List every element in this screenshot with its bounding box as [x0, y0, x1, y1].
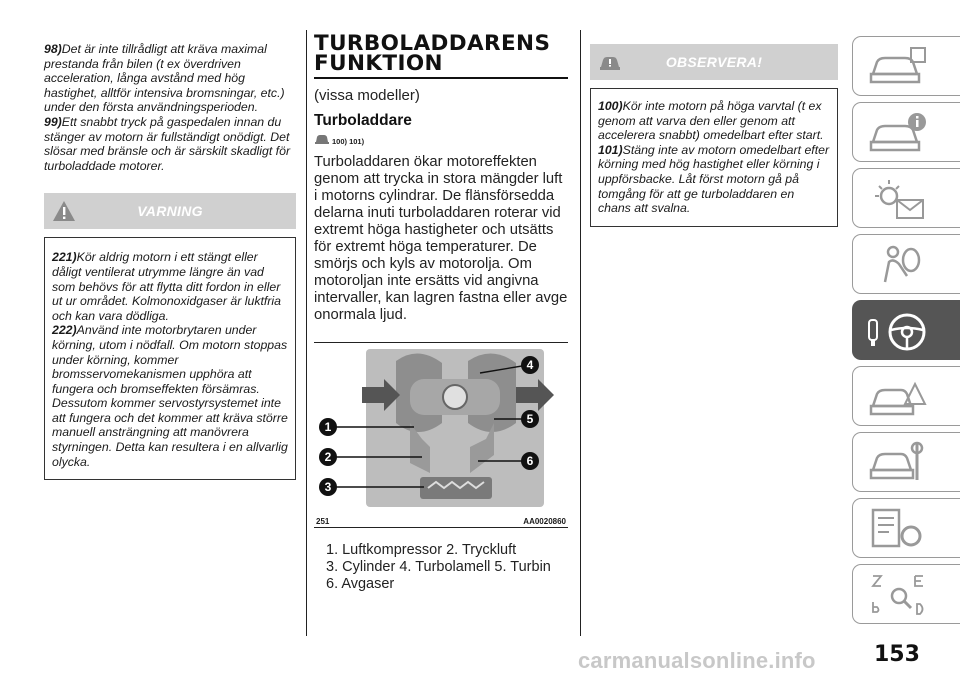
callout-5: 5	[526, 412, 534, 426]
title-rule	[314, 77, 568, 79]
observe-title: OBSERVERA!	[665, 54, 763, 70]
specs-gear-icon	[867, 506, 929, 552]
note-99: 99)Ett snabbt tryck på gaspedalen innan du stänger av motorn är fullständigt onödigt. Det slösar med bränsle och är särskilt skadligt för turboladdade motorer.	[44, 114, 291, 173]
observe-box	[590, 44, 838, 227]
subtitle: (vissa modeller)	[314, 87, 420, 104]
observe-header	[590, 44, 838, 80]
car-dashboard-icon	[867, 44, 929, 90]
warning-triangle-icon	[52, 199, 76, 223]
subheading: Turboladdare	[314, 112, 412, 129]
notes-block	[44, 42, 296, 173]
tab-dashboard[interactable]	[852, 36, 960, 96]
tab-specifications[interactable]	[852, 498, 960, 558]
index-letters-icon	[867, 572, 929, 618]
tab-index[interactable]	[852, 564, 960, 624]
figure-bottom-rule	[314, 527, 568, 528]
wrench-car-icon	[867, 440, 929, 486]
figure-code: AA0020860	[523, 517, 566, 526]
figure-legend	[314, 542, 568, 593]
callout-2: 2	[324, 450, 332, 464]
figure-number: 251	[316, 517, 330, 526]
section-title: TURBOLADDARENS FUNKTION	[314, 31, 551, 76]
legend-line-3: 6. Avgaser	[326, 576, 395, 592]
column-divider-1	[306, 30, 307, 636]
car-warning-icon	[598, 50, 622, 74]
figure-block	[314, 342, 568, 528]
observe-item-100: 100)Kör inte motorn på höga varvtal (t ex genom att varva den eller genom att accelerera snabbt) omedelbart efter start.	[598, 99, 824, 143]
steering-wheel-icon	[867, 308, 929, 354]
right-column	[590, 0, 838, 227]
callout-1: 1	[324, 420, 332, 434]
column-divider-2	[580, 30, 581, 636]
watermark: carmanualsonline.info	[578, 648, 816, 673]
middle-column	[314, 0, 568, 593]
figure-caption	[314, 517, 568, 526]
refs-row	[314, 132, 568, 146]
warning-box	[44, 193, 296, 480]
airbag-icon	[867, 242, 929, 288]
tab-info[interactable]	[852, 102, 960, 162]
reference-numbers: 100) 101)	[332, 137, 365, 146]
observe-item-101: 101)Stäng inte av motorn omedelbart efter körning med hög hastighet eller körning i uppförsbacke. Låt först motorn gå på tomgång för att ge turboladdaren en chans att svalna.	[598, 142, 830, 216]
turbo-diagram	[318, 343, 564, 515]
legend-line-1: 1. Luftkompressor 2. Tryckluft	[326, 542, 517, 558]
emergency-icon	[867, 374, 929, 420]
warning-light-icon	[867, 176, 929, 222]
warning-title: VARNING	[137, 203, 203, 220]
legend-line-2: 3. Cylinder 4. Turbolamell 5. Turbin	[326, 559, 551, 575]
turbo-illustration	[318, 343, 564, 515]
car-ref-icon	[314, 132, 330, 146]
callout-4: 4	[526, 358, 534, 372]
tab-driving[interactable]	[852, 300, 960, 360]
body-text: Turboladdaren ökar motoreffekten genom att trycka in stora mängder luft i motorns cylindrar. De flänsförsedda delarna inuti turboladdaren roterar vid extremt höga hastigheter och utsätts för extremt höga temperaturer. De smörjs och kyls av motorolja. Om motoroljan inte ersätts vid angivna intervaller, kan lagren fastna eller avge onormala ljud.	[314, 154, 568, 323]
left-column	[44, 0, 296, 480]
page-number: 153	[874, 642, 920, 667]
car-info-icon	[867, 110, 929, 156]
tab-safety[interactable]	[852, 234, 960, 294]
warning-body	[44, 237, 296, 480]
callout-3: 3	[324, 480, 332, 494]
warning-item-221: 221)Kör aldrig motorn i ett stängt eller dåligt ventilerat utrymme längre än vad som behövs för att flytta ditt fordon in eller ut ur området. Kolmonoxidgaser är luktfria och kan vara dödliga.	[52, 250, 281, 323]
note-98: 98)Det är inte tillrådligt att kräva maximal prestanda från bilen (t ex överdriven acceleration, långa avstånd med hög hastighet, alltför intensiva bromsningar, etc.) under den första användningsperioden.	[44, 42, 285, 115]
callout-6: 6	[526, 454, 534, 468]
warning-item-222: 222)Använd inte motorbrytaren under körning, utom i nödfall. Om motorn stoppas under körning, kommer bromsservomekanismen upphöra att fungera och bromseffekten försämras. Dessutom kommer servostyrsystemet inte att fungera och det kommer att kräva större manuell ansträngning att manövrera styrningen. Detta kan resultera i en allvarlig olycka.	[52, 323, 288, 469]
observe-body	[590, 88, 838, 227]
warning-header	[44, 193, 296, 229]
tab-lights[interactable]	[852, 168, 960, 228]
tab-maintenance[interactable]	[852, 432, 960, 492]
tab-emergency[interactable]	[852, 366, 960, 426]
